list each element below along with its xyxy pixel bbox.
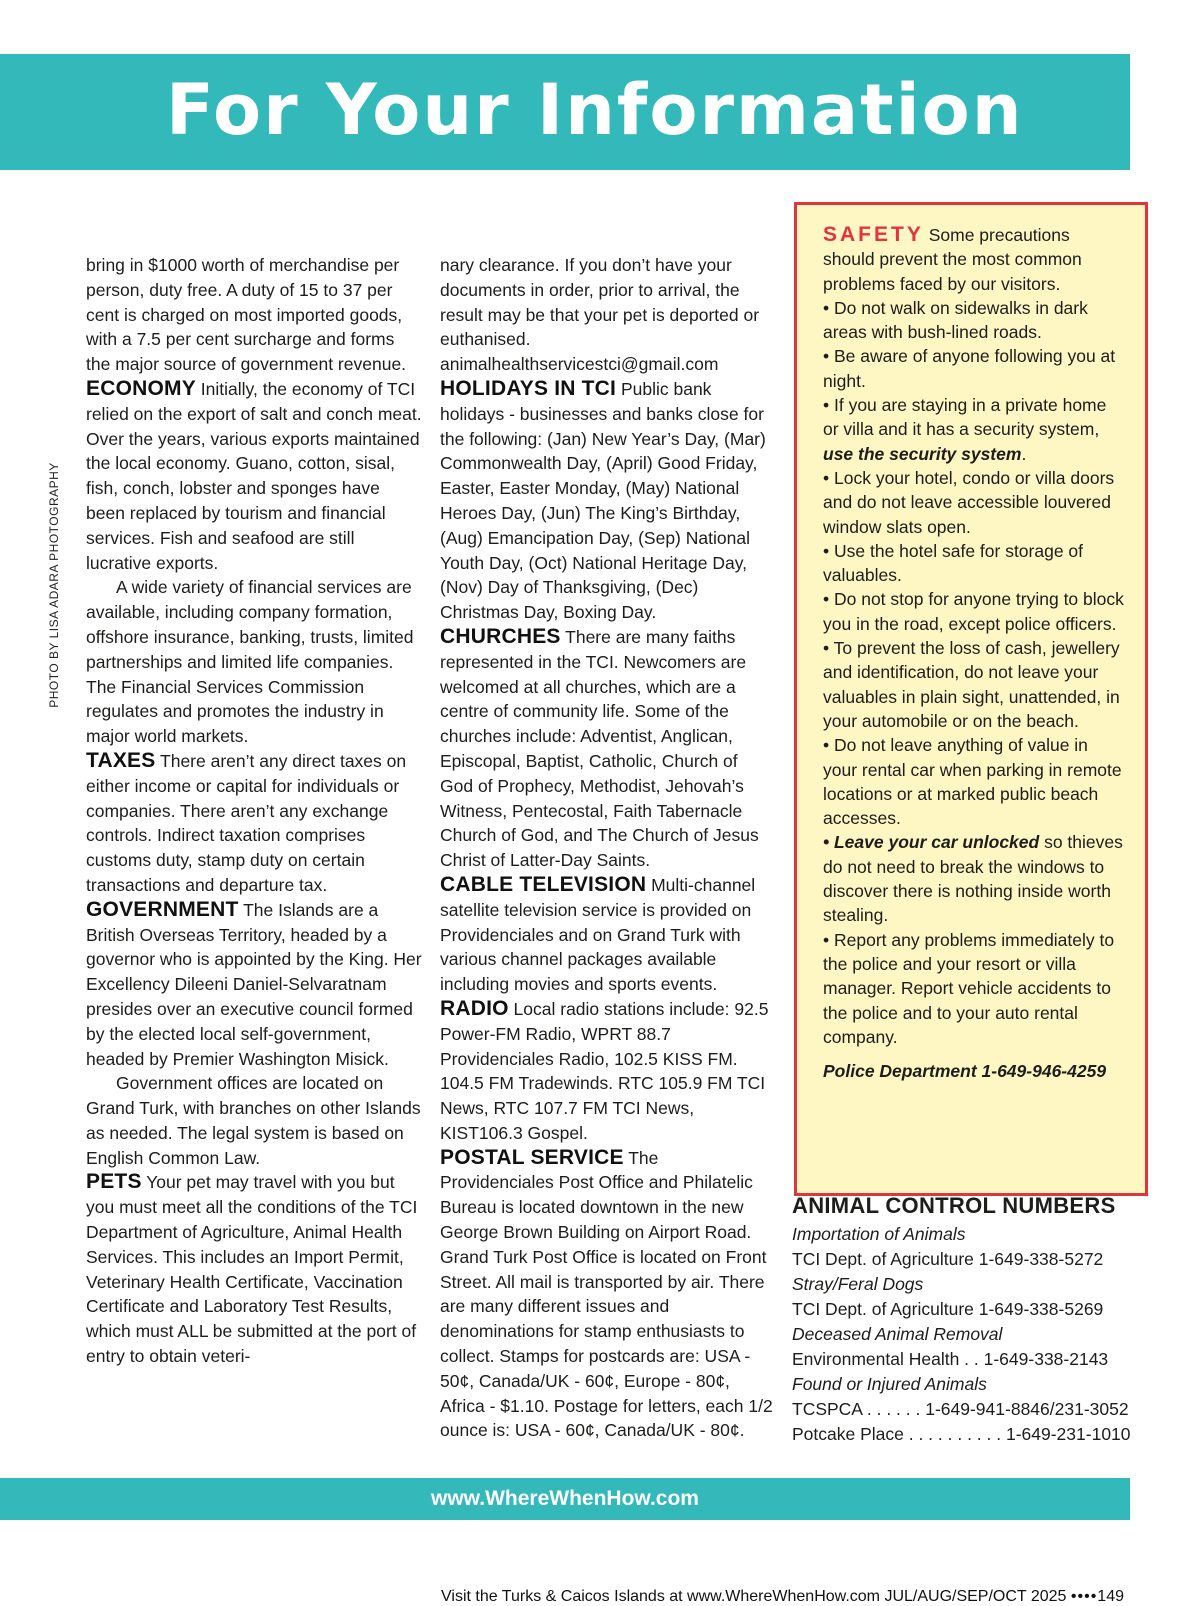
animal-contact-line: Potcake Place . . . . . . . . . . 1-649-231-1010 [792, 1424, 1131, 1444]
radio-paragraph [440, 997, 775, 1146]
safety-tip: • Report any problems immediately to the police and your resort or villa manager. Report vehicle accidents to the police and to your auto rental company. [823, 929, 1115, 1047]
animal-contact-line: Environmental Health . . 1-649-338-2143 [792, 1349, 1109, 1369]
cable-heading: CABLE TELEVISION [440, 872, 647, 896]
footer-dots: •••• [1070, 1588, 1098, 1605]
government-heading: GOVERNMENT [86, 897, 239, 921]
holidays-heading: HOLIDAYS IN TCI [440, 376, 617, 400]
safety-tip: • Use the hotel safe for storage of valuables. [823, 540, 1084, 586]
page-footer [380, 1588, 1124, 1606]
pets-email[interactable]: animalhealthservicestci@gmail.com [440, 354, 719, 375]
radio-text: Local radio stations include: 92.5 Power-FM Radio, WPRT 88.7 Providenciales Radio, 102.5 KISS FM. 104.5 FM Tradewinds. RTC 105.9 FM TCI News, RTC 107.7 FM TCI News, KIST106.3 Gospel. [440, 998, 769, 1143]
pets-text: Your pet may travel with you but you must meet all the conditions of the TCI Department of Agriculture, Animal Health Services. This includes an Import Permit, Veterinary Health Certificate, Vaccination Certificate and Laboratory Test Results, which must ALL be submitted at the port of entry to obtain veteri- [86, 1172, 418, 1367]
cable-paragraph [440, 873, 775, 997]
economy-heading: ECONOMY [86, 376, 196, 400]
government-text: The Islands are a British Overseas Territory, headed by a governor who is appointed by the King. Her Excellency Dileeni Daniel-Selvaratnam presides over an executive council formed by the elected local self-government, headed by Premier Washington Misick. [86, 899, 422, 1069]
pets-paragraph [86, 1170, 422, 1368]
economy-text: Initially, the economy of TCI relied on the export of salt and conch meat. Over the years, various exports maintained the local economy. Guano, cotton, sisal, fish, conch, lobster and sponges have been replaced by tourism and financial services. Fish and seafood are still lucrative exports. [86, 378, 422, 573]
safety-tip: • Lock your hotel, condo or villa doors and do not leave accessible louvered window slats open. [823, 467, 1115, 537]
safety-heading: SAFETY [823, 223, 924, 246]
animal-contact-line: TCSPCA . . . . . . 1-649-941-8846/231-3052 [792, 1399, 1129, 1419]
safety-tip: • Be aware of anyone following you at night. [823, 346, 1116, 391]
safety-tip-punct: . [1021, 443, 1027, 464]
economy-paragraph [86, 377, 422, 575]
postal-text: The Providenciales Post Office and Philatelic Bureau is located downtown in the new George Brown Building on Airport Road. Grand Turk Post Office is located on Front Street. All mail is transported by air. There are many different issues and denominations for stamp enthusiasts to collect. Stamps for postcards are: USA - 50¢, Canada/UK - 60¢, Europe - 80¢, Africa - $1.10. Postage for letters, each 1/2 ounce is: USA - 60¢, Canada/UK - 80¢. [440, 1147, 773, 1441]
page-title: For Your Information [166, 69, 1024, 151]
safety-tip: • Do not stop for anyone trying to block you in the road, except police officers. [823, 589, 1124, 634]
footer-url-link[interactable]: www.WhereWhenHow.com [431, 1487, 699, 1510]
column-1 [86, 253, 422, 1369]
cable-text: Multi-channel satellite television service is provided on Providenciales and on Grand Turk with various channel packages available including movies and sports events. [440, 874, 756, 995]
safety-tip-emphasis: • Leave your car unlocked [823, 832, 1040, 853]
footer-tagline: Visit the Turks & Caicos Islands at www.WhereWhenHow.com JUL/AUG/SEP/OCT 2025 [441, 1588, 1067, 1605]
animal-contact-line: TCI Dept. of Agriculture 1-649-338-5269 [792, 1299, 1104, 1319]
animal-section-label: Stray/Feral Dogs [792, 1274, 924, 1294]
safety-tip [823, 830, 1125, 927]
safety-tip [823, 393, 1125, 466]
postal-heading: POSTAL SERVICE [440, 1145, 624, 1169]
photo-credit: PHOTO BY LISA ADARA PHOTOGRAPHY [47, 462, 61, 708]
safety-tip-emphasis: use the security system [823, 443, 1022, 464]
animal-control-section [792, 1192, 1132, 1447]
animal-control-heading: ANIMAL CONTROL NUMBERS [792, 1193, 1116, 1218]
page-number: 149 [1097, 1588, 1124, 1605]
government-paragraph [86, 898, 422, 1072]
animal-section-label: Importation of Animals [792, 1224, 966, 1244]
animal-section-label: Found or Injured Animals [792, 1374, 987, 1394]
radio-heading: RADIO [440, 996, 509, 1020]
safety-intro [823, 223, 1125, 296]
safety-tip: • Do not leave anything of value in your rental car when parking in remote locations or at marked public beach accesses. [823, 735, 1122, 829]
safety-tip-text: • If you are staying in a private home or villa and it has a security system, [823, 395, 1107, 440]
taxes-text: There aren’t any direct taxes on either income or capital for individuals or companies. There aren’t any exchange controls. Indirect taxation comprises customs duty, stamp duty on certain transactions and departure tax. [86, 750, 407, 895]
postal-paragraph [440, 1146, 775, 1444]
taxes-heading: TAXES [86, 748, 156, 772]
police-phone: Police Department 1-649-946-4259 [823, 1061, 1107, 1082]
safety-tip-text: so thieves do not need to break the windows to discover there is nothing inside worth stealing. [823, 832, 1123, 926]
animal-section-label: Deceased Animal Removal [792, 1324, 1003, 1344]
churches-text: There are many faiths represented in the TCI. Newcomers are welcomed at all churches, which are a centre of community life. Some of the churches include: Adventist, Anglican, Episcopal, Baptist, Catholic, Church of God of Prophecy, Methodist, Jehovah’s Witness, Pentecostal, Faith Tabernacle Church of God, and The Church of Jesus Christ of Latter-Day Saints. [440, 626, 759, 871]
column-2 [440, 253, 775, 1443]
churches-paragraph [440, 625, 775, 873]
holidays-paragraph [440, 377, 775, 625]
safety-tip: • To prevent the loss of cash, jewellery and identification, do not leave your valuables in plain sight, unattended, in your automobile or on the beach. [823, 638, 1120, 731]
title-banner [0, 54, 1130, 170]
pets-heading: PETS [86, 1170, 142, 1194]
government-offices-paragraph: Government offices are located on Grand Turk, with branches on other Islands as needed. The legal system is based on English Common Law. [86, 1073, 421, 1168]
footer-bar [0, 1478, 1130, 1520]
financial-paragraph: A wide variety of financial services are available, including company formation, offshore insurance, banking, trusts, limited partnerships and limited life companies. The Financial Services Commission regulates and promotes the industry in major world markets. [86, 577, 414, 747]
holidays-text: Public bank holidays - businesses and banks close for the following: (Jan) New Year’s Day, (Mar) Commonwealth Day, (April) Good Friday, Easter, Easter Monday, (May) National Heroes Day, (Jun) The King’s Birthday, (Aug) Emancipation Day, (Sep) National Youth Day, (Oct) National Heritage Day, (Nov) Day of Thanksgiving, (Dec) Christmas Day, Boxing Day. [440, 378, 766, 623]
churches-heading: CHURCHES [440, 624, 561, 648]
pets-continued: nary clearance. If you don’t have your documents in order, prior to arrival, the result may be that your pet is deported or euthanised. [440, 255, 760, 350]
animal-contact-line: TCI Dept. of Agriculture 1-649-338-5272 [792, 1249, 1104, 1269]
safety-box [794, 202, 1148, 1196]
safety-intro-text: Some precautions should prevent the most common problems faced by our visitors. [823, 225, 1082, 294]
customs-paragraph: bring in $1000 worth of merchandise per person, duty free. A duty of 15 to 37 per cent is charged on most imported goods, with a 7.5 per cent surcharge and forms the major source of government revenue. [86, 255, 407, 375]
taxes-paragraph [86, 749, 422, 898]
safety-tip: • Do not walk on sidewalks in dark areas with bush-lined roads. [823, 297, 1088, 343]
